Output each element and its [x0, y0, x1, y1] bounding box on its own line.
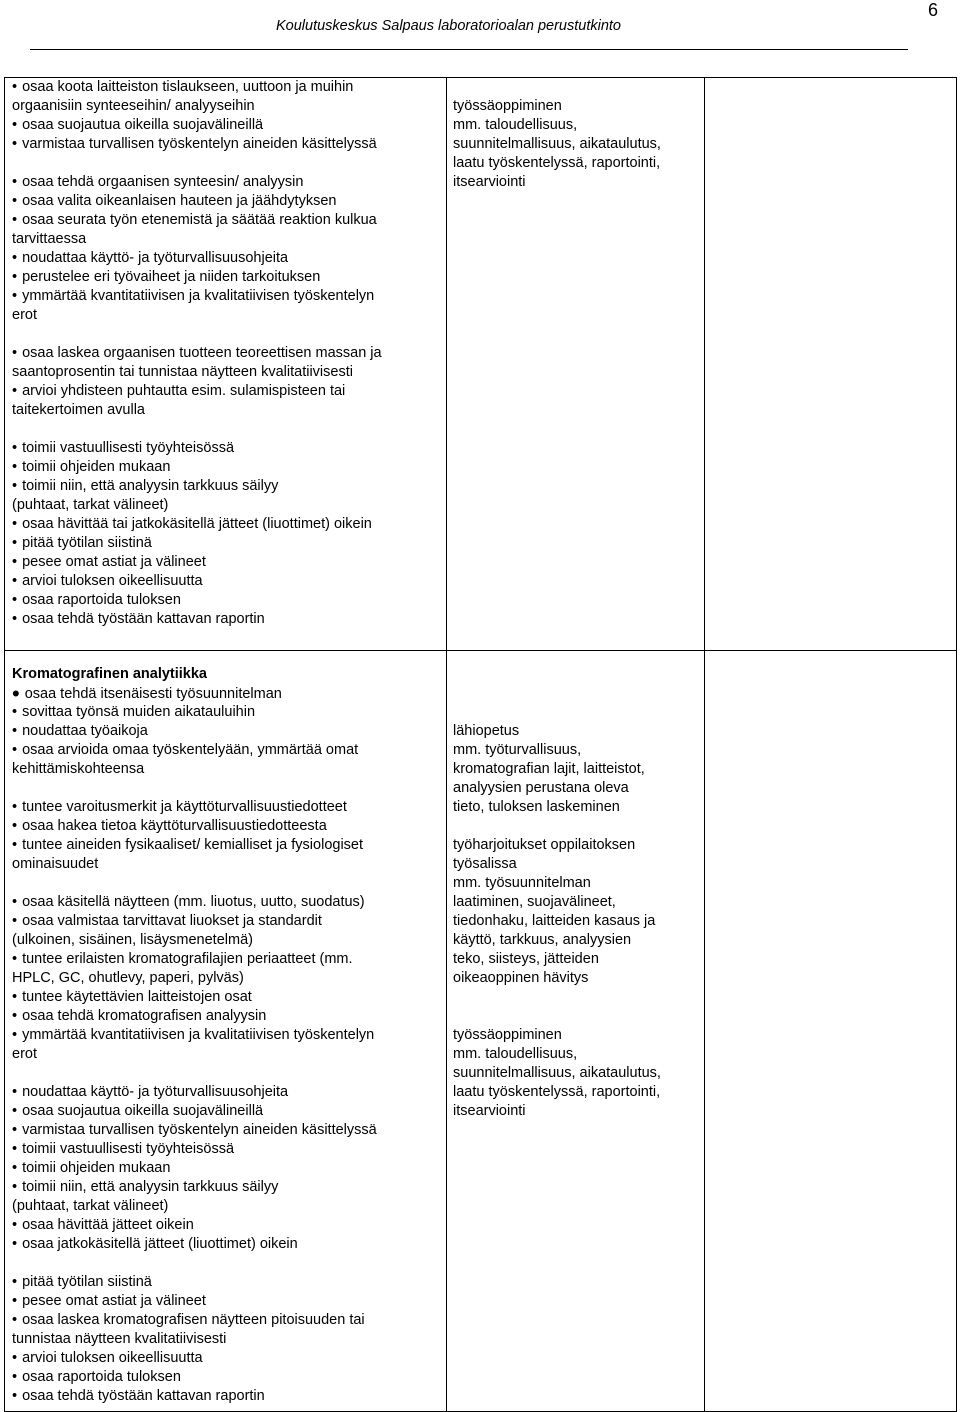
- skill-list-item: • osaa valmistaa tarvittavat liuokset ja standardit: [12, 912, 377, 931]
- skill-list-item: • noudattaa käyttö- ja työturvallisuusohjeita: [12, 249, 382, 268]
- skill-list-continuation: ominaisuudet: [12, 856, 99, 872]
- skill-list-continuation: erot: [12, 307, 37, 323]
- skill-list-continuation: HPLC, GC, ohutlevy, paperi, pylväs): [12, 970, 244, 986]
- spacer: [453, 1007, 661, 1026]
- skill-list-continuation: kehittämiskohteensa: [12, 761, 145, 777]
- skill-list-continuation: (puhtaat, tarkat välineet): [12, 1198, 169, 1214]
- skill-list-item: • sovittaa työnsä muiden aikatauluihin: [12, 703, 377, 722]
- skill-list-item: • arvioi tuloksen oikeellisuutta: [12, 572, 382, 591]
- skill-list-item: • osaa laskea orgaanisen tuotteen teoreettisen massan ja: [12, 344, 382, 363]
- row1-methods-cell: [453, 97, 661, 192]
- skill-list-continuation: erot: [12, 1046, 37, 1062]
- skill-list-item: • tuntee erilaisten kromatografilajien periaatteet (mm.: [12, 950, 377, 969]
- skill-list-item: • perustelee eri työvaiheet ja niiden tarkoituksen: [12, 268, 382, 287]
- row2-methods-cell: [453, 722, 661, 1121]
- method-line: mm. taloudellisuus,: [453, 117, 578, 133]
- spacer: [12, 154, 382, 173]
- method-line: mm. taloudellisuus,: [453, 1046, 578, 1062]
- skill-list-item: • osaa raportoida tuloksen: [12, 591, 382, 610]
- spacer: [453, 817, 661, 836]
- method-line: itsearviointi: [453, 174, 526, 190]
- method-line: laatiminen, suojavälineet,: [453, 894, 616, 910]
- skill-list-item: • osaa seurata työn etenemistä ja säätää reaktion kulkua: [12, 211, 382, 230]
- method-line: kromatografian lajit, laitteistot,: [453, 761, 645, 777]
- method-line: itsearviointi: [453, 1103, 526, 1119]
- method-line: laatu työskentelyssä, raportointi,: [453, 1084, 661, 1100]
- method-line: työsalissa: [453, 856, 517, 872]
- spacer: [453, 988, 661, 1007]
- skill-list-continuation: tunnistaa näytteen kvalitatiivisesti: [12, 1331, 227, 1347]
- spacer: [12, 1254, 377, 1273]
- skill-list-item: • osaa tehdä itsenäisesti työsuunnitelman: [12, 684, 377, 703]
- skill-list-item: • pitää työtilan siistinä: [12, 1273, 377, 1292]
- method-line: laatu työskentelyssä, raportointi,: [453, 155, 661, 171]
- skill-list-continuation: taitekertoimen avulla: [12, 402, 145, 418]
- method-line: työssäoppiminen: [453, 98, 562, 114]
- skill-list-item: • osaa jatkokäsitellä jätteet (liuottimet) oikein: [12, 1235, 377, 1254]
- skill-list-item: • pesee omat astiat ja välineet: [12, 553, 382, 572]
- skill-list-item: • tuntee aineiden fysikaaliset/ kemialliset ja fysiologiset: [12, 836, 377, 855]
- skill-list-item: • pitää työtilan siistinä: [12, 534, 382, 553]
- column-divider-1: [446, 78, 447, 1411]
- skill-list-item: • osaa valita oikeanlaisen hauteen ja jäähdytyksen: [12, 192, 382, 211]
- skill-list-item: • osaa tehdä työstään kattavan raportin: [12, 610, 382, 629]
- method-line: suunnitelmallisuus, aikataulutus,: [453, 136, 661, 152]
- skill-list-item: • ymmärtää kvantitatiivisen ja kvalitatiivisen työskentelyn: [12, 1026, 377, 1045]
- skill-list-continuation: tarvittaessa: [12, 231, 87, 247]
- skill-list-item: • osaa hävittää jätteet oikein: [12, 1216, 377, 1235]
- skill-list-item: • toimii niin, että analyysin tarkkuus säilyy: [12, 477, 382, 496]
- method-line: käyttö, tarkkuus, analyysien: [453, 932, 632, 948]
- skill-list-item: • arvioi tuloksen oikeellisuutta: [12, 1349, 377, 1368]
- skill-list-item: • osaa suojautua oikeilla suojavälineillä: [12, 116, 382, 135]
- skill-list-item: • varmistaa turvallisen työskentelyn aineiden käsittelyssä: [12, 135, 382, 154]
- skill-list-item: • osaa käsitellä näytteen (mm. liuotus, uutto, suodatus): [12, 893, 377, 912]
- skill-list-item: • toimii ohjeiden mukaan: [12, 458, 382, 477]
- curriculum-table: [4, 77, 957, 1412]
- method-line: suunnitelmallisuus, aikataulutus,: [453, 1065, 661, 1081]
- skill-list-item: • tuntee käytettävien laitteistojen osat: [12, 988, 377, 1007]
- skill-list-item: • varmistaa turvallisen työskentelyn aineiden käsittelyssä: [12, 1121, 377, 1140]
- skill-list-continuation: orgaanisiin synteeseihin/ analyyseihin: [12, 98, 255, 114]
- row2-skills-list: [12, 684, 377, 1406]
- document-header-title: Koulutuskeskus Salpaus laboratorioalan perustutkinto: [276, 18, 621, 34]
- skill-list-item: • toimii vastuullisesti työyhteisössä: [12, 1140, 377, 1159]
- skill-list-item: • arvioi yhdisteen puhtautta esim. sulamispisteen tai: [12, 382, 382, 401]
- skill-list-item: • osaa laskea kromatografisen näytteen pitoisuuden tai: [12, 1311, 377, 1330]
- skill-list-item: • osaa koota laitteiston tislaukseen, uuttoon ja muihin: [12, 78, 382, 97]
- skill-list-item: • pesee omat astiat ja välineet: [12, 1292, 377, 1311]
- spacer: [12, 420, 382, 439]
- skill-list-item: • osaa hävittää tai jatkokäsitellä jätteet (liuottimet) oikein: [12, 515, 382, 534]
- method-line: mm. työturvallisuus,: [453, 742, 582, 758]
- row1-skills-cell: [12, 78, 382, 629]
- row2-skills-cell: [12, 665, 377, 1406]
- method-line: mm. työsuunnitelman: [453, 875, 591, 891]
- section-heading: Kromatografinen analytiikka: [12, 666, 207, 682]
- method-line: työharjoitukset oppilaitoksen: [453, 837, 636, 853]
- skill-list-item: • osaa tehdä orgaanisen synteesin/ analyysin: [12, 173, 382, 192]
- spacer: [12, 325, 382, 344]
- skill-list-item: • osaa tehdä kromatografisen analyysin: [12, 1007, 377, 1026]
- skill-list-item: • toimii vastuullisesti työyhteisössä: [12, 439, 382, 458]
- skill-list-item: • osaa hakea tietoa käyttöturvallisuustiedotteesta: [12, 817, 377, 836]
- skill-list-item: • toimii niin, että analyysin tarkkuus säilyy: [12, 1178, 377, 1197]
- column-divider-2: [704, 78, 705, 1411]
- skill-list-item: • ymmärtää kvantitatiivisen ja kvalitatiivisen työskentelyn: [12, 287, 382, 306]
- method-line: tieto, tuloksen laskeminen: [453, 799, 620, 815]
- spacer: [12, 874, 377, 893]
- method-line: teko, siisteys, jätteiden: [453, 951, 599, 967]
- method-line: oikeaoppinen hävitys: [453, 970, 589, 986]
- row-divider: [5, 650, 956, 651]
- skill-list-item: • noudattaa työaikoja: [12, 722, 377, 741]
- spacer: [12, 1064, 377, 1083]
- skill-list-continuation: (ulkoinen, sisäinen, lisäysmenetelmä): [12, 932, 253, 948]
- skill-list-continuation: saantoprosentin tai tunnistaa näytteen kvalitatiivisesti: [12, 364, 353, 380]
- skill-list-item: • osaa suojautua oikeilla suojavälineillä: [12, 1102, 377, 1121]
- header-divider: [30, 49, 908, 50]
- method-line: tiedonhaku, laitteiden kasaus ja: [453, 913, 656, 929]
- skill-list-item: • toimii ohjeiden mukaan: [12, 1159, 377, 1178]
- skill-list-continuation: (puhtaat, tarkat välineet): [12, 497, 169, 513]
- method-line: lähiopetus: [453, 723, 520, 739]
- method-line: analyysien perustana oleva: [453, 780, 629, 796]
- skill-list-item: • osaa raportoida tuloksen: [12, 1368, 377, 1387]
- skill-list-item: • osaa arvioida omaa työskentelyään, ymmärtää omat: [12, 741, 377, 760]
- page-number: 6: [927, 0, 938, 20]
- skill-list-item: • tuntee varoitusmerkit ja käyttöturvallisuustiedotteet: [12, 798, 377, 817]
- spacer: [12, 779, 377, 798]
- skill-list-item: • noudattaa käyttö- ja työturvallisuusohjeita: [12, 1083, 377, 1102]
- skill-list-item: • osaa tehdä työstään kattavan raportin: [12, 1387, 377, 1406]
- method-line: työssäoppiminen: [453, 1027, 562, 1043]
